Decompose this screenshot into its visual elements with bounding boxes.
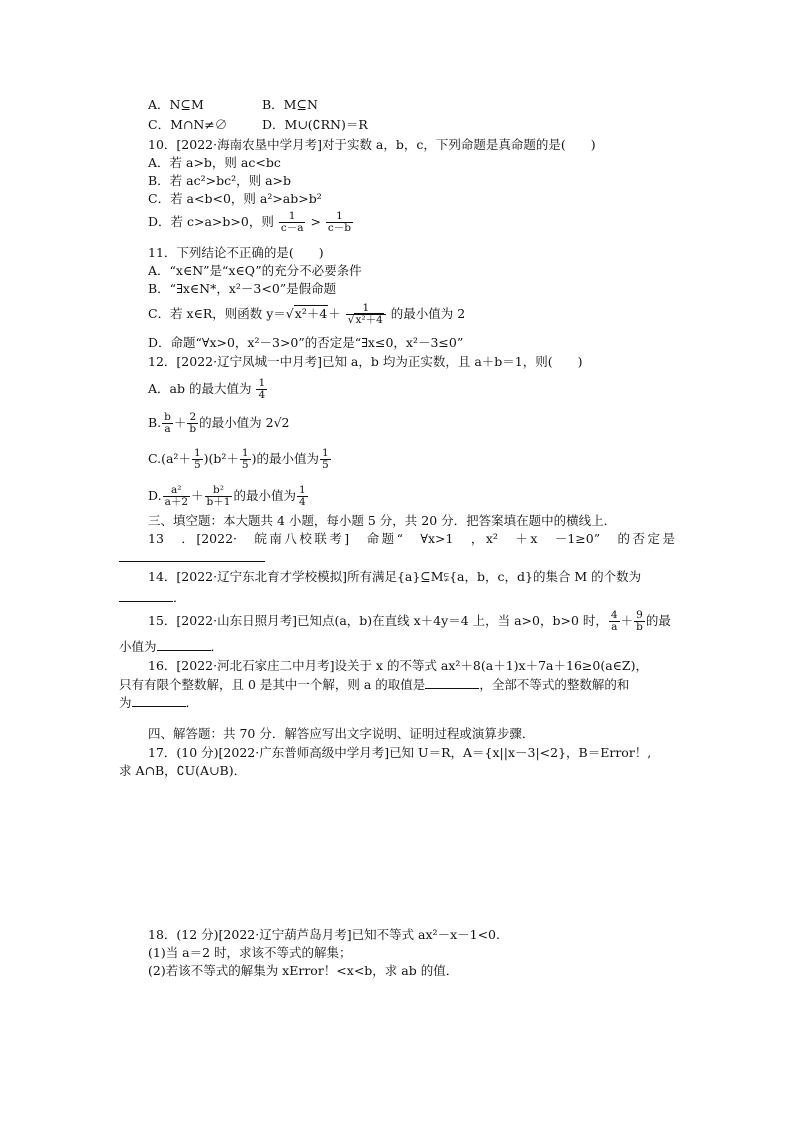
q17-line1: 17．(10 分)[2022·广东普师高级中学月考]已知 U＝R，A＝{x||x－3|<2}，B＝Error！, [148, 745, 652, 760]
q15-line2: 小值为 ． [119, 639, 224, 654]
q10-option-c: C．若 a<b<0，则 a²>ab>b² [148, 191, 322, 206]
q12-option-c: C.(a²＋ $\frac{1}{5}$ )(b²＋ $\frac{1}{5}$ )的最小值为 $\frac{1}{5}$ [148, 447, 329, 471]
q9-option-b: B．M⊆N [262, 97, 318, 112]
q9-option-d: D．M∪(∁RN)＝R [262, 117, 368, 132]
q11-option-d: D．命题“∀x>0，x²－3>0”的否定是“∃x≤0，x²－3≤0” [148, 335, 464, 350]
q18-line1: 18．(12 分)[2022·辽宁葫芦岛月考]已知不等式 ax²－x－1<0. [148, 927, 500, 942]
q16-answer-blank-2[interactable] [132, 694, 186, 707]
q14-line2: ． [119, 589, 186, 606]
q18-line3: (2)若该不等式的解集为 xError！<x<b，求 ab 的值． [148, 963, 459, 978]
q12-option-a: A．ab 的最大值为 $\frac{1}{4}$ [148, 377, 266, 401]
q10-option-b: B．若 ac²>bc²，则 a>b [148, 173, 292, 188]
section-3-header: 三、填空题：本大题共 4 小题，每小题 5 分，共 20 分．把答案填在题中的横线上． [148, 513, 617, 528]
q16-line1: 16．[2022·河北石家庄二中月考]设关于 x 的不等式 ax²＋8(a＋1)x＋7a＋16≥0(a∈Z)， [148, 658, 648, 673]
q13-line2 [119, 549, 265, 566]
q11-stem: 11．下列结论不正确的是( ) [148, 245, 324, 260]
q10-option-a: A．若 a>b，则 ac<bc [148, 155, 281, 170]
q13-answer-blank[interactable] [119, 549, 265, 562]
q13-line1: 13 ．[2022· 皖南八校联考] 命题“ ∀x>1 ，x² ＋x －1≥0” 的否定是 [148, 531, 675, 546]
q18-line2: (1)当 a＝2 时，求该不等式的解集； [148, 945, 352, 960]
q16-line3: 为 ． [119, 695, 199, 710]
q11-option-b: B．“∃x∈N*，x²－3<0”是假命题 [148, 281, 337, 296]
q10-d-fraction-2: $\frac{1}{c-b}$ [327, 210, 352, 234]
q14-answer-blank[interactable] [119, 589, 173, 602]
q15-line1: 15．[2022·山东日照月考]已知点(a，b)在直线 x＋4y＝4 上，当 a>0，b>0 时， $\frac{4}{a}$ ＋ $\frac{9}{b}$ 的最 [148, 609, 671, 633]
q10-d-prefix: D．若 c>a>b>0，则 [148, 214, 274, 229]
q14-line1: 14．[2022·辽宁东北育才学校模拟]所有满足{a}⊆M⫋{a，b，c，d}的集合 M 的个数为 [148, 569, 642, 584]
q9-option-a: A．N⊆M [148, 97, 204, 112]
q12-option-d: D. $\frac{\text{a²}}{a+2}$ ＋ $\frac{\text{b²}}{b+1}$ 的最小值为 $\frac{1}{4}$ [148, 484, 306, 508]
q10-stem: 10．[2022·海南农垦中学月考]对于实数 a，b，c，下列命题是真命题的是( ) [148, 137, 596, 152]
q16-line2: 只有有限个整数解，且 0 是其中一个解，则 a 的取值是 ，全部不等式的整数解的和 [119, 677, 630, 692]
q17-line2: 求 A∩B，∁U(A∪B)． [119, 763, 247, 778]
q11-c-fraction: $\frac{1}{\text{√x²＋4}}$ [346, 303, 386, 326]
q11-option-a: A．“x∈N”是“x∈Q”的充分不必要条件 [148, 263, 362, 278]
q9-option-c: C．M∩N≠∅ [148, 117, 228, 132]
q15-answer-blank[interactable] [157, 638, 211, 651]
q11-option-c: C．若 x∈R，则函数 y＝√x²＋4＋ $\frac{1}{\text{√x²＋4}}$ 的最小值为 2 [148, 302, 466, 326]
section-4-header: 四、解答题：共 70 分．解答应写出文字说明、证明过程或演算步骤． [148, 726, 535, 741]
q10-d-fraction-1: $\frac{1}{c-a}$ [280, 210, 304, 234]
q10-option-d: D．若 c>a>b>0，则 $\frac{1}{c-a}$ > $\frac{1}{c-b}$ [148, 210, 352, 234]
q12-stem: 12．[2022·辽宁凤城一中月考]已知 a，b 均为正实数，且 a＋b＝1，则( ) [148, 354, 583, 369]
q12-option-b: B. $\frac{b}{a}$ ＋ $\frac{2}{b}$ 的最小值为 2√2 [148, 411, 290, 435]
q16-answer-blank-1[interactable] [425, 676, 479, 689]
